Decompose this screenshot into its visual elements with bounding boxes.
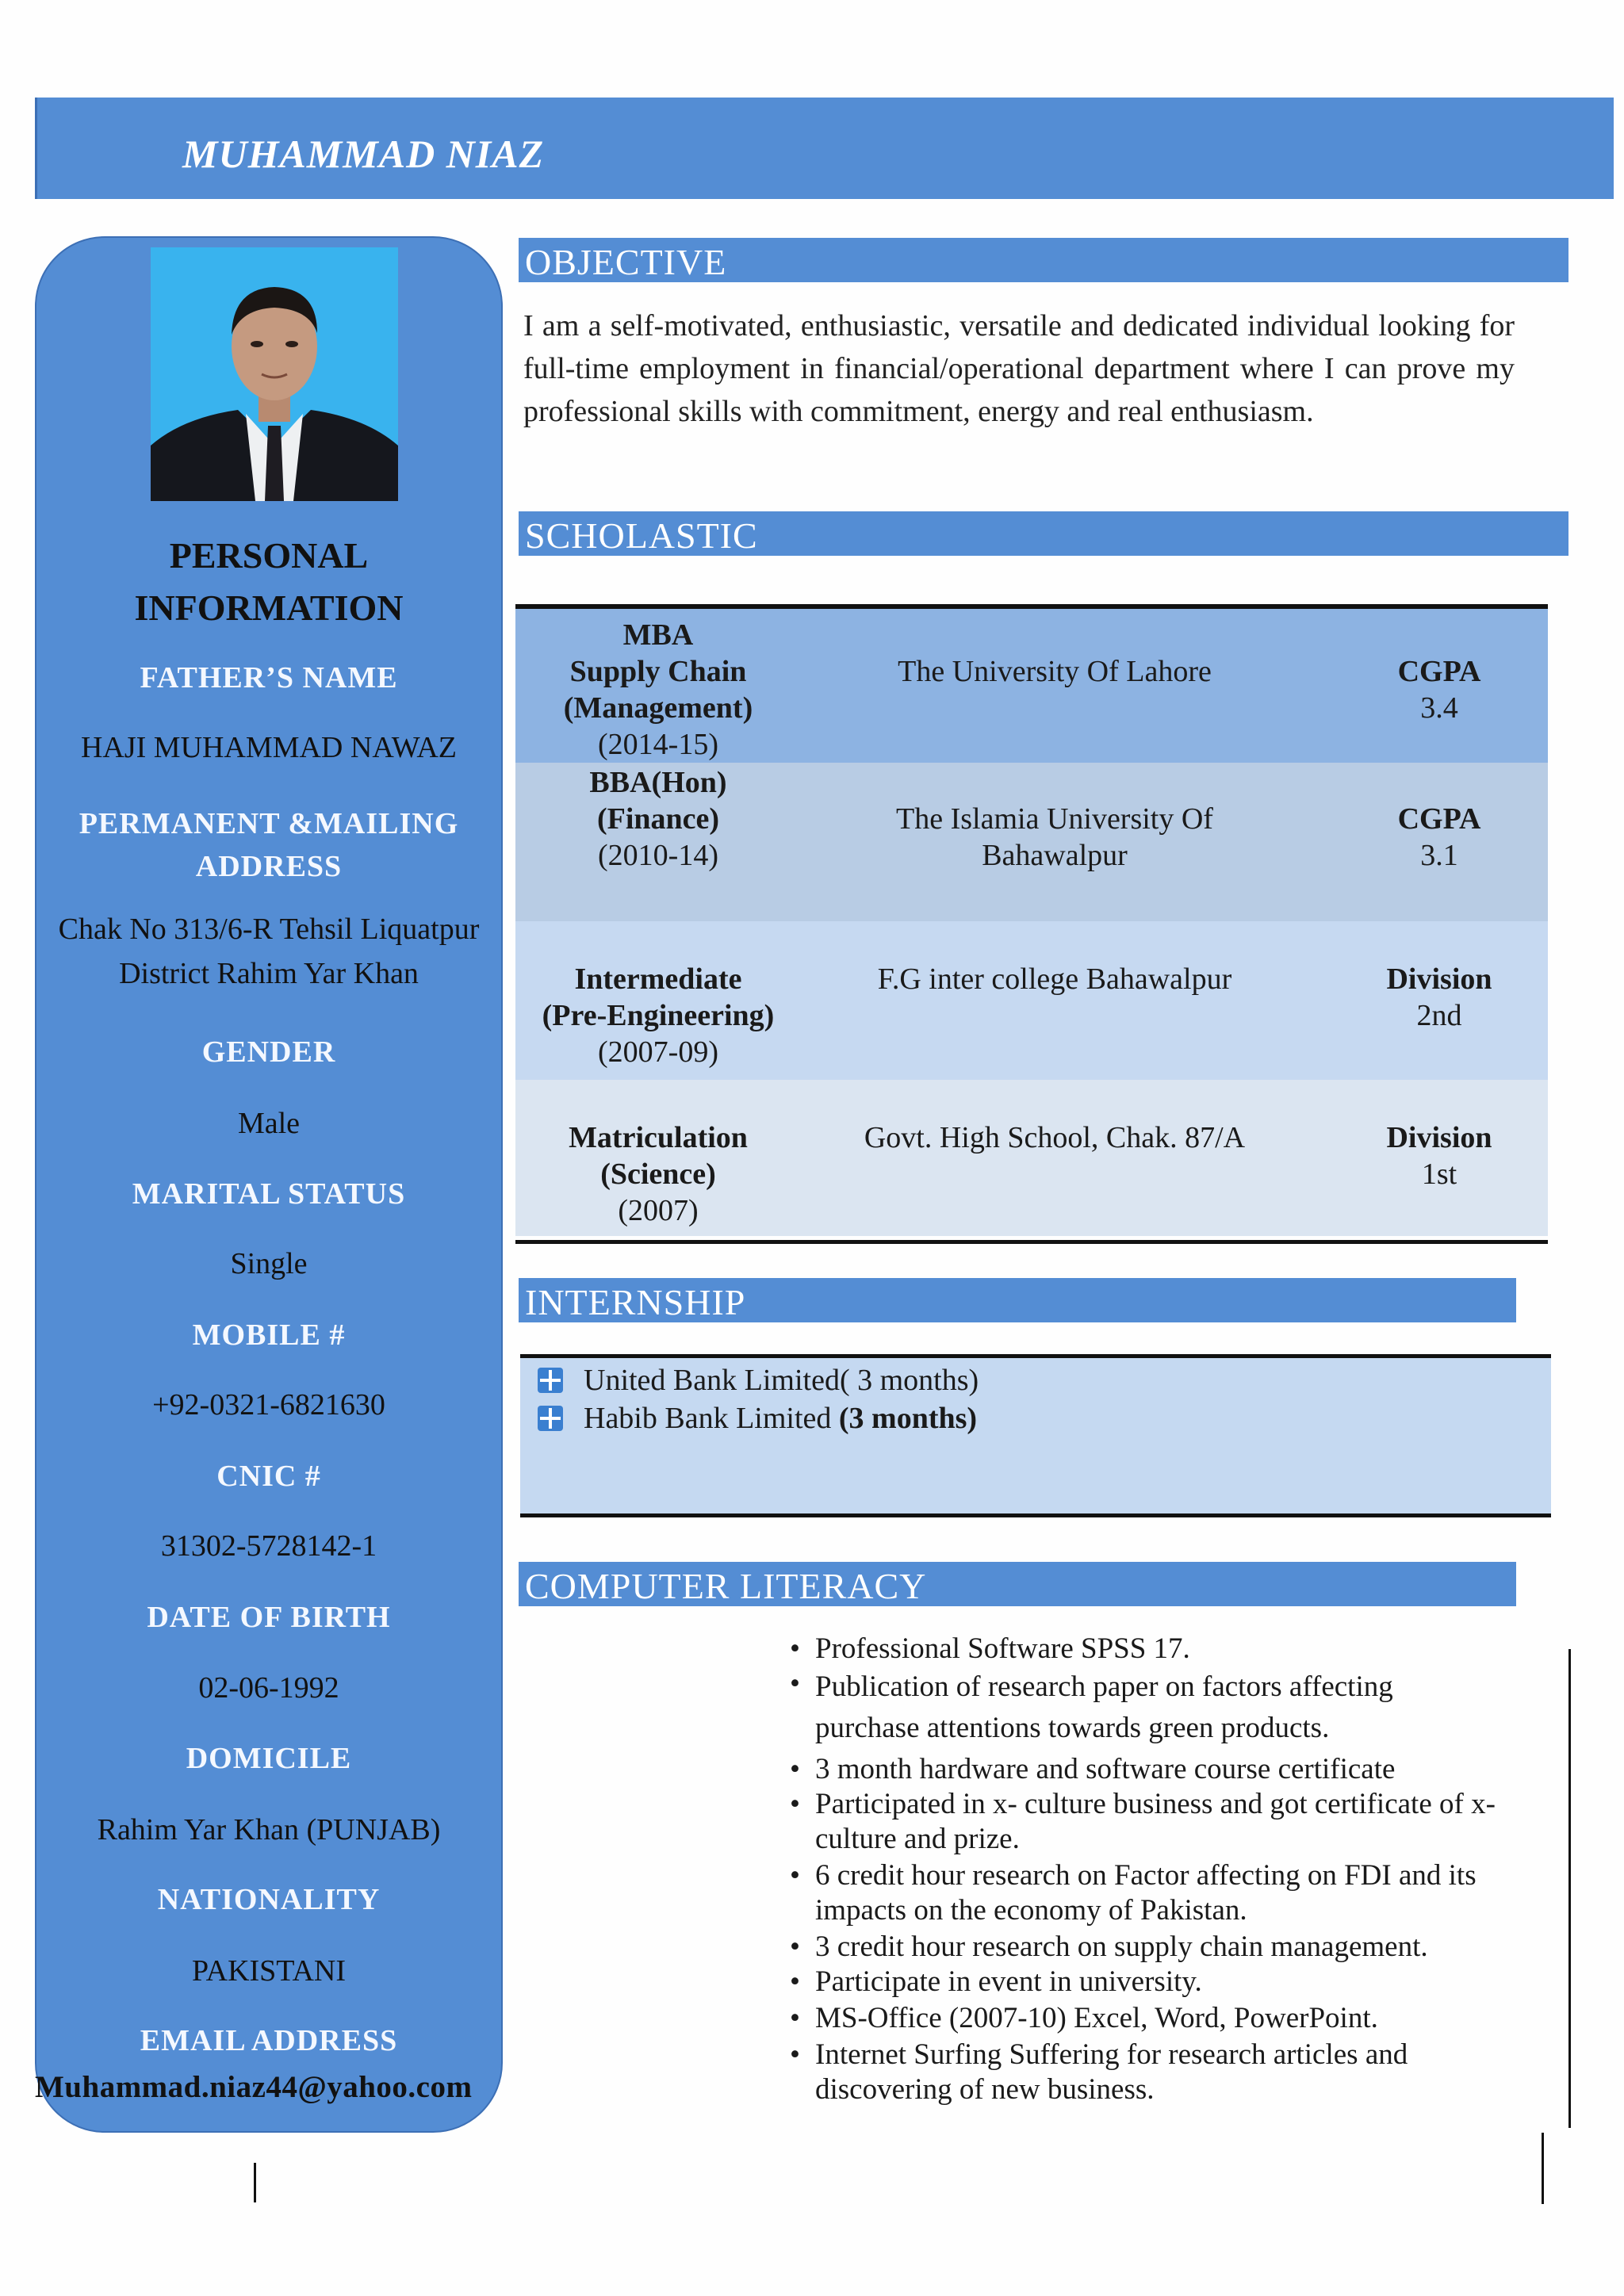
grade-cell: CGPA 3.1	[1397, 802, 1481, 872]
institution-cell: The Islamia University Of Bahawalpur	[896, 802, 1213, 872]
right-rule	[1568, 1649, 1571, 2128]
scholastic-header	[519, 511, 1568, 556]
degree-cell: BBA(Hon) (Finance) (2010-14)	[589, 766, 727, 872]
grade-cell: Division 2nd	[1386, 962, 1492, 1032]
bullet-icon: •	[790, 1931, 800, 1963]
plus-bullet-icon	[538, 1368, 563, 1393]
list-item: • Participate in event in university.	[790, 1965, 1202, 1998]
degree-cell: Intermediate (Pre-Engineering) (2007-09)	[542, 962, 775, 1069]
computer-literacy-title: COMPUTER LITERACY	[525, 1566, 927, 1606]
gender-value: Male	[237, 1107, 301, 1140]
bullet-icon: •	[790, 1859, 800, 1892]
list-item: Habib Bank Limited (3 months)	[584, 1399, 977, 1437]
marital-status-value: Single	[230, 1247, 308, 1280]
internship-header	[519, 1278, 1516, 1322]
objective-text: I am a self-motivated, enthusiastic, versatile and dedicated individual looking for full-time employment in financial/operational department where I can prove my professional skills with commitment, energy and real enthusiasm.	[523, 309, 1515, 428]
bullet-icon: •	[790, 1753, 800, 1785]
fathers-name-value: HAJI MUHAMMAD NAWAZ	[80, 731, 458, 764]
institution-cell: Govt. High School, Chak. 87/A	[864, 1121, 1246, 1154]
table-row	[515, 1080, 1548, 1236]
gender-label: GENDER	[201, 1035, 336, 1069]
degree-cell: Matriculation (Science) (2007)	[569, 1121, 748, 1227]
email-value: Muhammad.niaz44@yahoo.com	[35, 2070, 473, 2104]
email-label: EMAIL ADDRESS	[140, 2024, 398, 2057]
bullet-icon: •	[790, 1667, 800, 1700]
scholastic-table	[515, 604, 1548, 1244]
table-row	[515, 609, 1548, 763]
list-item: • Internet Surfing Suffering for research articles and discovering of new business.	[790, 2038, 1408, 2106]
institution-cell: The University Of Lahore	[898, 655, 1212, 688]
address-label: PERMANENT &MAILING ADDRESS	[79, 807, 459, 883]
objective-header	[519, 238, 1568, 282]
right-bottom-rule	[1542, 2133, 1544, 2204]
grade-cell: CGPA 3.4	[1397, 655, 1481, 725]
list-item: • 6 credit hour research on Factor affecting on FDI and its impacts on the economy of Pakistan.	[790, 1859, 1477, 1927]
internship-list	[520, 1354, 1551, 1517]
fathers-name-label: FATHER’S NAME	[140, 661, 398, 695]
list-item: • Professional Software SPSS 17.	[790, 1632, 1190, 1665]
plus-bullet-icon	[538, 1406, 563, 1431]
mobile-label: MOBILE #	[192, 1318, 346, 1352]
nationality-label: NATIONALITY	[157, 1883, 381, 1916]
dob-label: DATE OF BIRTH	[147, 1601, 391, 1634]
list-item: • Participated in x- culture business and got certificate of x-culture and prize.	[790, 1788, 1496, 1855]
address-value: Chak No 313/6-R Tehsil Liquatpur District Rahim Yar Khan	[58, 913, 480, 990]
dob-value: 02-06-1992	[198, 1671, 339, 1705]
profile-photo	[151, 247, 398, 501]
candidate-name: MUHAMMAD NIAZ	[182, 132, 545, 176]
name-banner	[35, 98, 1614, 199]
list-item: • MS-Office (2007-10) Excel, Word, PowerPoint.	[790, 2002, 1378, 2034]
internship-title: INTERNSHIP	[525, 1282, 746, 1322]
list-item: • 3 credit hour research on supply chain management.	[790, 1931, 1428, 1963]
domicile-value: Rahim Yar Khan (PUNJAB)	[97, 1813, 441, 1846]
bullet-icon: •	[790, 2038, 800, 2071]
computer-literacy-header	[519, 1562, 1516, 1606]
mobile-value: +92-0321-6821630	[152, 1388, 385, 1422]
list-item: United Bank Limited( 3 months)	[584, 1361, 979, 1399]
portrait-image	[151, 247, 398, 501]
bullet-icon: •	[790, 2002, 800, 2034]
list-item: • 3 month hardware and software course certificate	[790, 1753, 1396, 1785]
bullet-icon: •	[790, 1632, 800, 1665]
institution-cell: F.G inter college Bahawalpur	[877, 962, 1232, 996]
grade-cell: Division 1st	[1386, 1121, 1492, 1191]
personal-info-heading: PERSONAL INFORMATION	[134, 535, 404, 628]
list-item: • Publication of research paper on factors affecting purchase attentions towards green products.	[790, 1667, 1393, 1744]
domicile-label: DOMICILE	[186, 1742, 352, 1775]
bullet-icon: •	[790, 1965, 800, 1998]
left-bottom-rule	[254, 2163, 256, 2202]
nationality-value: PAKISTANI	[191, 1954, 347, 1988]
cnic-label: CNIC #	[216, 1460, 321, 1493]
objective-title: OBJECTIVE	[525, 242, 727, 282]
table-row	[515, 763, 1548, 921]
bullet-icon: •	[790, 1788, 800, 1820]
scholastic-title: SCHOLASTIC	[525, 515, 758, 556]
marital-status-label: MARITAL STATUS	[132, 1177, 406, 1211]
degree-cell: MBA Supply Chain (Management) (2014-15)	[563, 618, 753, 761]
table-row	[515, 921, 1548, 1080]
cnic-value: 31302-5728142-1	[160, 1529, 377, 1563]
